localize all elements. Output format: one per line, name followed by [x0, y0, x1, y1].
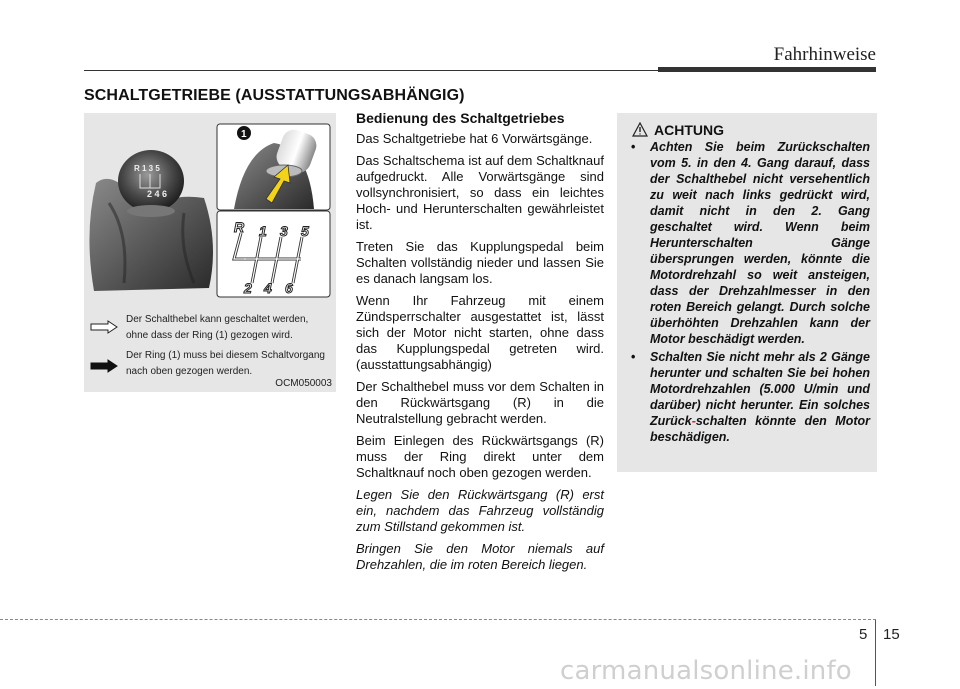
paragraph: Der Schalthebel muss vor dem Schalten in den Rückwärtsgang (R) in die Neutralstellung gebracht werden.	[356, 379, 604, 426]
gear-figure	[84, 113, 336, 392]
paragraph: Beim Einlegen des Rückwärtsgangs (R) muss der Ring direkt unter dem Schaltknauf noch oben gezogen werden.	[356, 433, 604, 480]
knob-label-top: R 1 3 5	[134, 164, 160, 173]
chapter-number: 5	[859, 626, 868, 643]
warning-heading	[632, 122, 724, 138]
warning-triangle-icon	[632, 122, 648, 137]
pattern-label-4: 4	[264, 280, 272, 296]
figure-code: OCM050003	[275, 378, 332, 389]
pattern-label-5: 5	[301, 223, 309, 239]
footer-rule	[0, 619, 876, 620]
paragraph: Das Schaltschema ist auf dem Schaltknauf aufgedruckt. Alle Vorwärtsgänge sind vollsynchronisiert, so dass ein leichtes Hoch- und Herunterschalten gewährleistet ist.	[356, 153, 604, 232]
paragraph: Das Schaltgetriebe hat 6 Vorwärtsgänge.	[356, 131, 593, 146]
paragraph: Wenn Ihr Fahrzeug mit einem Zündsperrschalter ausgestattet ist, lässt sich der Motor nicht starten, ohne dass das Kupplungspedal getreten wird. (ausstattungsabhängig)	[356, 293, 604, 372]
page-number: 15	[883, 626, 900, 643]
knob-label-bottom: 2 4 6	[147, 189, 168, 199]
paragraph: Bringen Sie den Motor niemals auf Drehzahlen, die im roten Bereich liegen.	[356, 541, 604, 572]
figure-caption-2: Der Ring (1) muss bei diesem Schaltvorgang nach oben gezogen werden.	[126, 350, 325, 377]
header-rule-thick	[658, 67, 876, 72]
section-title: SCHALTGETRIEBE (AUSSTATTUNGSABHÄNGIG)	[84, 87, 465, 104]
figure-caption-1: Der Schalthebel kann geschaltet werden, ohne dass der Ring (1) gezogen wird.	[126, 314, 309, 341]
warning-hyphen: -	[691, 414, 696, 428]
pattern-label-r: R	[234, 219, 245, 235]
pattern-label-2: 2	[244, 280, 252, 296]
callout-number: 1	[241, 129, 247, 140]
gear-shift-illustration	[84, 113, 336, 313]
warning-item	[627, 349, 870, 445]
warning-list	[627, 139, 870, 447]
paragraph: Treten Sie das Kupplungspedal beim Schalten vollständig nieder und lassen Sie es danach langsam los.	[356, 239, 604, 286]
pattern-label-6: 6	[285, 280, 293, 296]
warning-box	[617, 113, 877, 472]
warning-item-text: Schalten Sie nicht mehr als 2 Gänge herunter und schalten Sie bei hohen Motordrehzahlen (5.000 U/min und darüber) nicht herunter. Ein solches Zurück	[650, 350, 870, 428]
page-separator	[875, 620, 876, 686]
warning-title: ACHTUNG	[654, 122, 724, 138]
header-title: Fahrhinweise	[773, 44, 876, 65]
warning-item-text: Achten Sie beim Zurückschalten vom 5. in den 4. Gang darauf, dass der Schalthebel nicht versehentlich zu weit nach links gedrückt wird, damit nicht in den 2. Gang geschaltet wird. Wenn beim Herunterschalten Gänge übersprungen werden, könnte die Motordrehzahl so weit ansteigen, dass der Drehzahlmesser in den roten Bereich gelangt. Durch solche überhöhten Drehzahlen kann der Motor beschädigt werden.	[650, 140, 870, 346]
outline-arrow-icon	[90, 320, 118, 334]
main-heading: Bedienung des Schaltgetriebes	[356, 110, 565, 126]
filled-arrow-icon	[90, 359, 118, 373]
main-column	[356, 110, 604, 579]
pattern-label-3: 3	[280, 223, 288, 239]
pattern-label-1: 1	[259, 223, 267, 239]
paragraph: Legen Sie den Rückwärtsgang (R) erst ein, nachdem das Fahrzeug vollständig zum Stillstand gekommen ist.	[356, 487, 604, 534]
warning-item	[627, 139, 870, 347]
header-rule	[84, 70, 660, 71]
warning-item-text-cont: schalten könnte den Motor beschädigen.	[650, 414, 870, 444]
watermark: carmanualsonline.info	[560, 656, 852, 686]
shift-knob	[118, 150, 184, 212]
